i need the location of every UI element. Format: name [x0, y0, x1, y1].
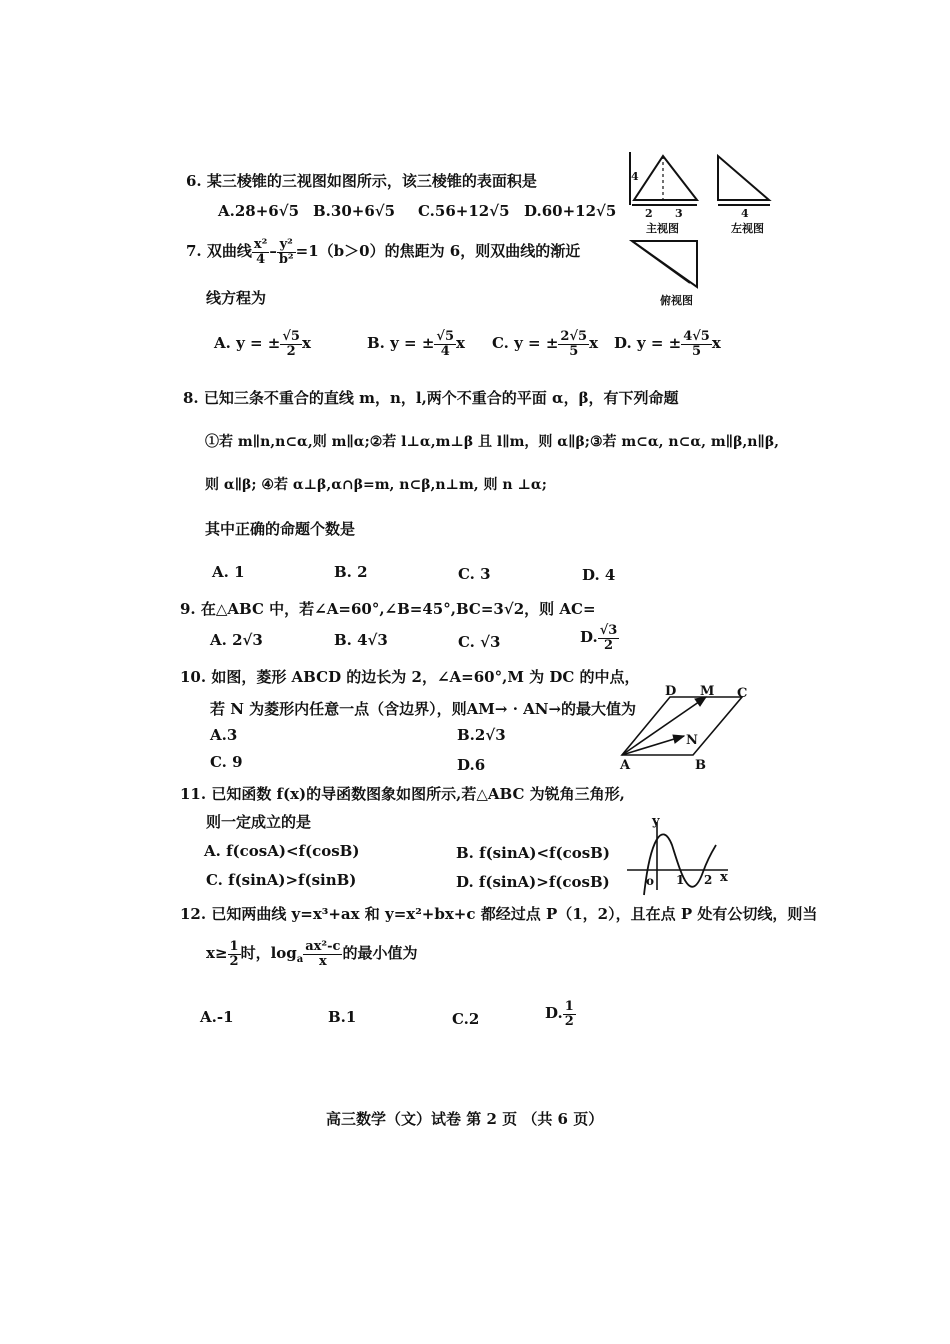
q12-option-d-pre: D.	[545, 1004, 563, 1023]
q10-option-d: D.6	[457, 756, 486, 774]
q7-option-d-den: 5	[692, 343, 702, 359]
q7-option-c-num: 2√5	[560, 329, 588, 344]
q8-question-line: 其中正确的命题个数是	[205, 520, 356, 538]
q6-fig-base-left-label: 2	[645, 207, 653, 220]
q10-label-c: C	[737, 686, 748, 701]
q7-option-c-pre: C. y = ±	[492, 334, 559, 353]
q11-stem: 11. 已知函数 f(x)的导函数图象如图所示,若△ABC 为锐角三角形,	[180, 785, 625, 803]
q12-stem: 12. 已知两曲线 y=x³+ax 和 y=x²+bx+c 都经过点 P（1，2），且在点 P 处有公切线，则当	[180, 905, 818, 923]
q7-option-b-den: 4	[440, 343, 450, 359]
q9-option-d-den: 2	[603, 637, 614, 653]
q6-fig-height-label: 4	[631, 170, 639, 183]
q6-option-d: D.60+12√5	[524, 202, 617, 220]
q7-option-d-num: 4√5	[683, 329, 710, 344]
page-footer: 高三数学（文）试卷 第 2 页 （共 6 页）	[326, 1110, 604, 1128]
q7-option-a-num: √5	[282, 329, 300, 344]
q12-cond-num: 1	[229, 939, 239, 954]
q8-stem: 8. 已知三条不重合的直线 m，n，l,两个不重合的平面 α，β，有下列命题	[183, 389, 679, 407]
q6-option-c: C.56+12√5	[418, 202, 510, 220]
q7-option-b-post: x	[456, 334, 465, 353]
q7-option-a-pre: A. y = ±	[214, 334, 281, 353]
q9-option-c: C. √3	[458, 633, 501, 651]
q9-option-d-pre: D.	[580, 628, 598, 647]
q7-frac-x-den: 4	[256, 251, 266, 267]
q10-label-m: M	[700, 684, 715, 699]
q7-option-d-post: x	[711, 334, 721, 353]
q11-option-c: C. f(sinA)>f(sinB)	[206, 871, 357, 889]
q7-option-c-den: 5	[569, 343, 579, 359]
q7-stem-line2: 线方程为	[206, 289, 267, 307]
q8-option-b: B. 2	[334, 563, 368, 581]
q7-stem-pre: 7. 双曲线	[186, 242, 252, 261]
q6-front-view-caption: 主视图	[646, 222, 679, 235]
q8-option-c: C. 3	[458, 565, 491, 583]
q7-frac-y-den: b²	[278, 251, 294, 267]
q10-label-b: B	[695, 758, 706, 773]
q7-option-b-num: √5	[436, 329, 455, 344]
q7-frac-x-num: x²	[253, 237, 268, 252]
q12-option-d	[545, 1000, 576, 1028]
q8-propositions-line2: 则 α∥β; ④若 α⊥β,α∩β=m, n⊂β,n⊥m, 则 n ⊥α;	[205, 477, 547, 493]
q12-expr-frac	[303, 940, 342, 968]
q8-option-a: A. 1	[212, 563, 245, 581]
q6-top-view-caption: 俯视图	[660, 294, 693, 307]
q7-option-c-post: x	[589, 334, 599, 353]
q10-stem: 10. 如图，菱形 ABCD 的边长为 2，∠A=60°,M 为 DC 的中点，	[180, 668, 640, 686]
q12-option-c: C.2	[452, 1010, 480, 1028]
q10-option-a: A.3	[210, 726, 238, 744]
q7-option-a-post: x	[301, 334, 311, 353]
q12-option-a: A.-1	[200, 1008, 234, 1026]
q9-option-d-num: √3	[599, 623, 618, 638]
q9-option-a: A. 2√3	[210, 631, 263, 649]
q6-side-view-caption: 左视图	[731, 222, 764, 235]
q11-option-d: D. f(sinA)>f(cosB)	[456, 873, 610, 891]
q10-option-c: C. 9	[210, 753, 243, 771]
q10-label-d: D	[665, 684, 677, 699]
q8-option-d: D. 4	[582, 566, 616, 584]
q9-option-b: B. 4√3	[334, 631, 388, 649]
q7-stem: 7. 双曲线 $\frac{\text{x²}}{4}$ – $\frac{\text{y²}}{\text{b²}}$ =1（b＞0）的焦距为 6，则双曲线的渐近	[186, 237, 581, 267]
q12-option-d-den: 2	[564, 1013, 574, 1029]
q12-condition	[206, 940, 417, 968]
q11-label-origin: o	[646, 874, 655, 888]
q12-cond-frac	[228, 940, 241, 968]
q6-stem: 6. 某三棱锥的三视图如图所示，该三棱锥的表面积是	[186, 172, 537, 190]
q12-cond-pre: x≥	[206, 944, 228, 963]
q11-label-y: y	[652, 814, 660, 829]
q10-label-n: N	[686, 733, 698, 748]
q12-option-d-frac	[563, 1000, 576, 1028]
q7-option-a-den: 2	[286, 343, 296, 359]
q10-stem-line2: 若 N 为菱形内任意一点（含边界），则AM→ · AN→的最大值为	[210, 700, 637, 718]
q6-option-a: A.28+6√5	[218, 202, 300, 220]
q7-stem-post: =1（b＞0）的焦距为 6，则双曲线的渐近	[295, 242, 581, 261]
q11-label-x: x	[720, 870, 728, 885]
q6-option-b: B.30+6√5	[313, 202, 396, 220]
q12-expr-num: ax²-c	[305, 939, 341, 954]
q7-option-d-pre: D. y = ±	[614, 334, 682, 353]
q12-option-b: B.1	[328, 1008, 357, 1026]
q10-option-b: B.2√3	[457, 726, 506, 744]
q12-log-base: a	[296, 954, 304, 966]
q12-cond-den: 2	[229, 953, 239, 969]
q12-expr-den: x	[318, 953, 327, 969]
q11-stem-line2: 则一定成立的是	[206, 813, 312, 831]
q8-propositions-line1: ①若 m∥n,n⊂α,则 m∥α;②若 l⊥α,m⊥β 且 l∥m，则 α∥β;③若 m⊂α, n⊂α, m∥β,n∥β,	[205, 434, 780, 450]
q11-option-a: A. f(cosA)<f(cosB)	[204, 842, 360, 860]
q11-label-two: 2	[704, 873, 713, 887]
q10-label-a: A	[620, 758, 631, 773]
q11-label-one: 1	[676, 873, 685, 887]
q12-cond-post: 时，log	[240, 944, 297, 963]
q7-option-b-pre: B. y = ±	[367, 334, 435, 353]
q11-option-b: B. f(sinA)<f(cosB)	[456, 844, 610, 862]
q12-option-d-num: 1	[564, 999, 574, 1014]
q12-tail: 的最小值为	[342, 944, 418, 963]
q6-fig-side-base-label: 4	[741, 207, 749, 220]
q7-frac-y-num: y²	[277, 238, 296, 253]
q9-stem: 9. 在△ABC 中，若∠A=60°,∠B=45°,BC=3√2，则 AC=	[180, 600, 596, 618]
q6-fig-base-right-label: 3	[675, 207, 683, 220]
